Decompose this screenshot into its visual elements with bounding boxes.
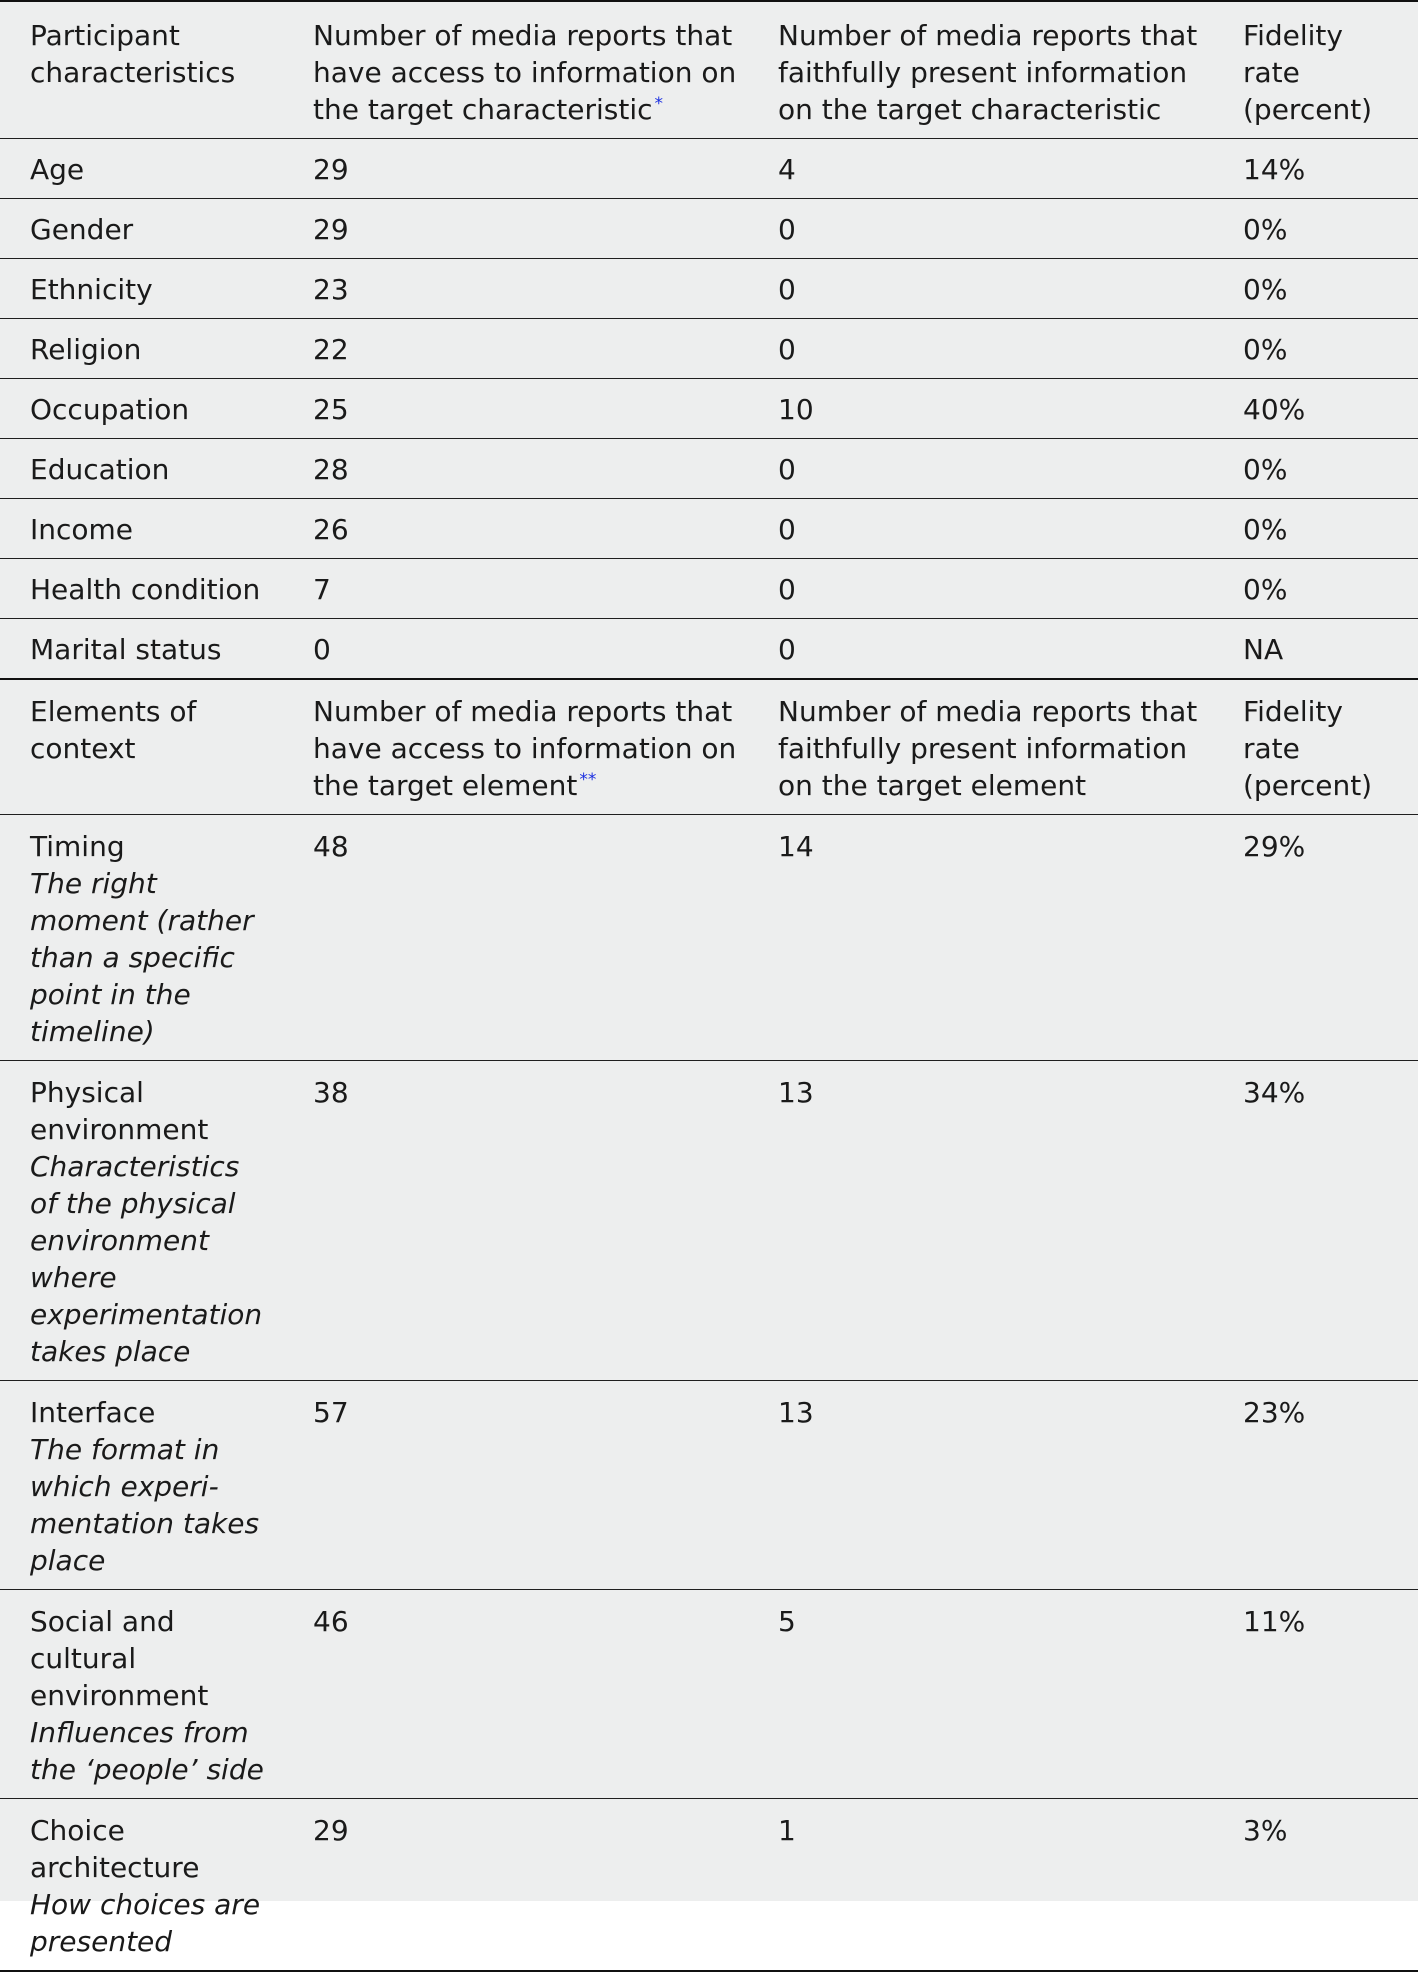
row-label: Physical environment bbox=[30, 1076, 209, 1146]
row-description: The format in which experimentation takes place bbox=[30, 1433, 260, 1577]
faithful-col-header: Number of media reports that faithfully present information on the target element bbox=[748, 679, 1213, 815]
faithful-count: 4 bbox=[748, 139, 1213, 199]
row-label-cell bbox=[0, 1381, 283, 1590]
access-count: 7 bbox=[283, 559, 748, 619]
faithful-count: 14 bbox=[748, 815, 1213, 1061]
access-col-header: Number of media reports that have access to information on the target characteristic * bbox=[283, 1, 748, 139]
row-label: Occupation bbox=[0, 379, 283, 439]
row-description: Influences from the ‘people’ side bbox=[30, 1716, 264, 1786]
fidelity-rate: 0% bbox=[1213, 319, 1418, 379]
table-row bbox=[0, 1381, 1418, 1590]
access-count: 28 bbox=[283, 439, 748, 499]
faithful-count: 1 bbox=[748, 1799, 1213, 1972]
table-row bbox=[0, 815, 1418, 1061]
row-label: Timing bbox=[30, 830, 125, 863]
row-label: Education bbox=[0, 439, 283, 499]
table-row bbox=[0, 379, 1418, 439]
context-header-row bbox=[0, 679, 1418, 815]
row-label-cell bbox=[0, 815, 283, 1061]
access-count: 22 bbox=[283, 319, 748, 379]
table-row bbox=[0, 199, 1418, 259]
fidelity-rate: 0% bbox=[1213, 559, 1418, 619]
table-row bbox=[0, 139, 1418, 199]
fidelity-rate: 3% bbox=[1213, 1799, 1418, 1972]
row-label-cell bbox=[0, 1590, 283, 1799]
access-count: 29 bbox=[283, 199, 748, 259]
fidelity-rate: 0% bbox=[1213, 439, 1418, 499]
fidelity-rate: 34% bbox=[1213, 1061, 1418, 1381]
table-row bbox=[0, 1799, 1418, 1972]
faithful-count: 0 bbox=[748, 559, 1213, 619]
row-label: Age bbox=[0, 139, 283, 199]
table-row bbox=[0, 439, 1418, 499]
table-row bbox=[0, 1590, 1418, 1799]
access-count: 46 bbox=[283, 1590, 748, 1799]
fidelity-rate: 23% bbox=[1213, 1381, 1418, 1590]
access-count: 26 bbox=[283, 499, 748, 559]
row-description: Characteristics of the physical environment where experimentation takes place bbox=[30, 1150, 263, 1368]
faithful-col-header: Number of media reports that faithfully present information on the target characteristic bbox=[748, 1, 1213, 139]
row-description: How choices are presented bbox=[30, 1888, 261, 1958]
access-count: 29 bbox=[283, 139, 748, 199]
access-count: 48 bbox=[283, 815, 748, 1061]
fidelity-rate: 0% bbox=[1213, 259, 1418, 319]
table-row bbox=[0, 1061, 1418, 1381]
table-row bbox=[0, 259, 1418, 319]
table-row bbox=[0, 559, 1418, 619]
faithful-count: 0 bbox=[748, 619, 1213, 680]
footnote-marker[interactable]: * bbox=[654, 93, 663, 114]
faithful-count: 0 bbox=[748, 259, 1213, 319]
rate-col-header: Fidelity rate (percent) bbox=[1213, 679, 1418, 815]
fidelity-rate: 0% bbox=[1213, 199, 1418, 259]
fidelity-rate: 0% bbox=[1213, 499, 1418, 559]
fidelity-rate: 29% bbox=[1213, 815, 1418, 1061]
rate-col-header: Fidelity rate (percent) bbox=[1213, 1, 1418, 139]
participant-header-row bbox=[0, 1, 1418, 139]
access-count: 25 bbox=[283, 379, 748, 439]
table-row bbox=[0, 619, 1418, 680]
access-count: 0 bbox=[283, 619, 748, 680]
table-row bbox=[0, 499, 1418, 559]
row-label: Choice architecture bbox=[30, 1814, 200, 1884]
faithful-count: 5 bbox=[748, 1590, 1213, 1799]
access-col-header: Number of media reports that have access to information on the target element ** bbox=[283, 679, 748, 815]
row-label: Interface bbox=[30, 1396, 156, 1429]
access-count: 57 bbox=[283, 1381, 748, 1590]
row-label: Religion bbox=[0, 319, 283, 379]
faithful-count: 13 bbox=[748, 1381, 1213, 1590]
footnote-marker[interactable]: ** bbox=[579, 769, 597, 790]
fidelity-rate: 11% bbox=[1213, 1590, 1418, 1799]
row-label: Social and cultural environment bbox=[30, 1605, 209, 1712]
faithful-count: 10 bbox=[748, 379, 1213, 439]
table-row bbox=[0, 319, 1418, 379]
faithful-count: 13 bbox=[748, 1061, 1213, 1381]
row-label: Health condition bbox=[0, 559, 283, 619]
row-label-cell bbox=[0, 1061, 283, 1381]
faithful-count: 0 bbox=[748, 199, 1213, 259]
context-col-header: Elements of context bbox=[0, 679, 283, 815]
row-label: Ethnicity bbox=[0, 259, 283, 319]
fidelity-rate: NA bbox=[1213, 619, 1418, 680]
row-label-cell bbox=[0, 1799, 283, 1972]
access-count: 29 bbox=[283, 1799, 748, 1972]
row-label: Marital status bbox=[0, 619, 283, 680]
faithful-count: 0 bbox=[748, 439, 1213, 499]
fidelity-rate: 40% bbox=[1213, 379, 1418, 439]
faithful-count: 0 bbox=[748, 499, 1213, 559]
row-label: Income bbox=[0, 499, 283, 559]
fidelity-rate: 14% bbox=[1213, 139, 1418, 199]
row-description: The right moment (rather than a specific point in the timeline) bbox=[30, 867, 254, 1048]
access-count: 38 bbox=[283, 1061, 748, 1381]
access-count: 23 bbox=[283, 259, 748, 319]
participant-col-header: Participant characteristics bbox=[0, 1, 283, 139]
faithful-count: 0 bbox=[748, 319, 1213, 379]
row-label: Gender bbox=[0, 199, 283, 259]
